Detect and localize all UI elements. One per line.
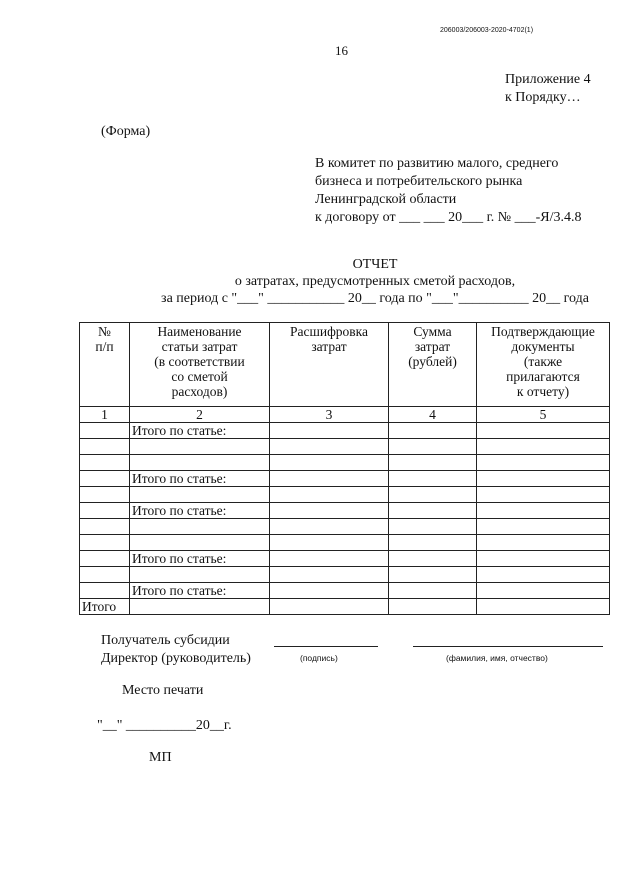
seal-mark: МП xyxy=(149,750,172,765)
document-code: 206003/206003-2020-4702(1) xyxy=(440,27,534,34)
signature-line xyxy=(274,646,378,647)
form-label: (Форма) xyxy=(101,124,151,139)
addressee-line-2: бизнеса и потребительского рынка xyxy=(315,174,523,189)
report-title: ОТЧЕТ xyxy=(352,257,398,272)
table-row xyxy=(80,519,610,535)
subtotal-row: Итого по статье: xyxy=(80,503,610,519)
recipient-label: Получатель субсидии xyxy=(101,633,230,648)
signature-labels xyxy=(101,632,251,668)
subtotal-row: Итого по статье: xyxy=(80,583,610,599)
table-row xyxy=(80,455,610,471)
header-breakdown: Расшифровка затрат xyxy=(270,323,389,407)
appendix-line-2: к Порядку… xyxy=(505,90,581,105)
column-number-row: 1 2 3 4 5 xyxy=(80,407,610,423)
total-row: Итого xyxy=(80,599,610,615)
report-title-block xyxy=(40,256,640,307)
addressee-block xyxy=(315,155,582,227)
table-row xyxy=(80,567,610,583)
date-line: "__" __________20__г. xyxy=(97,718,232,733)
appendix-line-1: Приложение 4 xyxy=(505,72,591,87)
table-row xyxy=(80,439,610,455)
header-expense-item: Наименование статьи затрат (в соответствии со сметой расходов) xyxy=(130,323,270,407)
addressee-line-4: к договору от ___ ___ 20___ г. № ___-Я/3.4.8 xyxy=(315,210,582,225)
header-documents: Подтверждающие документы (также прилагаются к отчету) xyxy=(477,323,610,407)
addressee-line-1: В комитет по развитию малого, среднего xyxy=(315,156,559,171)
appendix-reference xyxy=(505,71,591,107)
header-row-number: № п/п xyxy=(80,323,130,407)
subtotal-row: Итого по статье: xyxy=(80,551,610,567)
director-label: Директор (руководитель) xyxy=(101,651,251,666)
expense-report-table xyxy=(79,322,610,615)
subtotal-row: Итого по статье: xyxy=(80,471,610,487)
table-row xyxy=(80,535,610,551)
full-name-caption: (фамилия, имя, отчество) xyxy=(446,653,548,663)
header-amount: Сумма затрат (рублей) xyxy=(389,323,477,407)
addressee-line-3: Ленинградской области xyxy=(315,192,457,207)
subtotal-row: Итого по статье: xyxy=(80,423,610,439)
table-header-row xyxy=(80,323,610,407)
full-name-line xyxy=(413,646,603,647)
table-row xyxy=(80,487,610,503)
seal-place-label: Место печати xyxy=(122,683,204,698)
report-period: за период с "___" ___________ 20__ года по "___"__________ 20__ года xyxy=(161,291,589,306)
signature-caption: (подпись) xyxy=(300,653,338,663)
report-subtitle: о затратах, предусмотренных сметой расходов, xyxy=(234,274,516,289)
page-number: 16 xyxy=(335,43,348,58)
